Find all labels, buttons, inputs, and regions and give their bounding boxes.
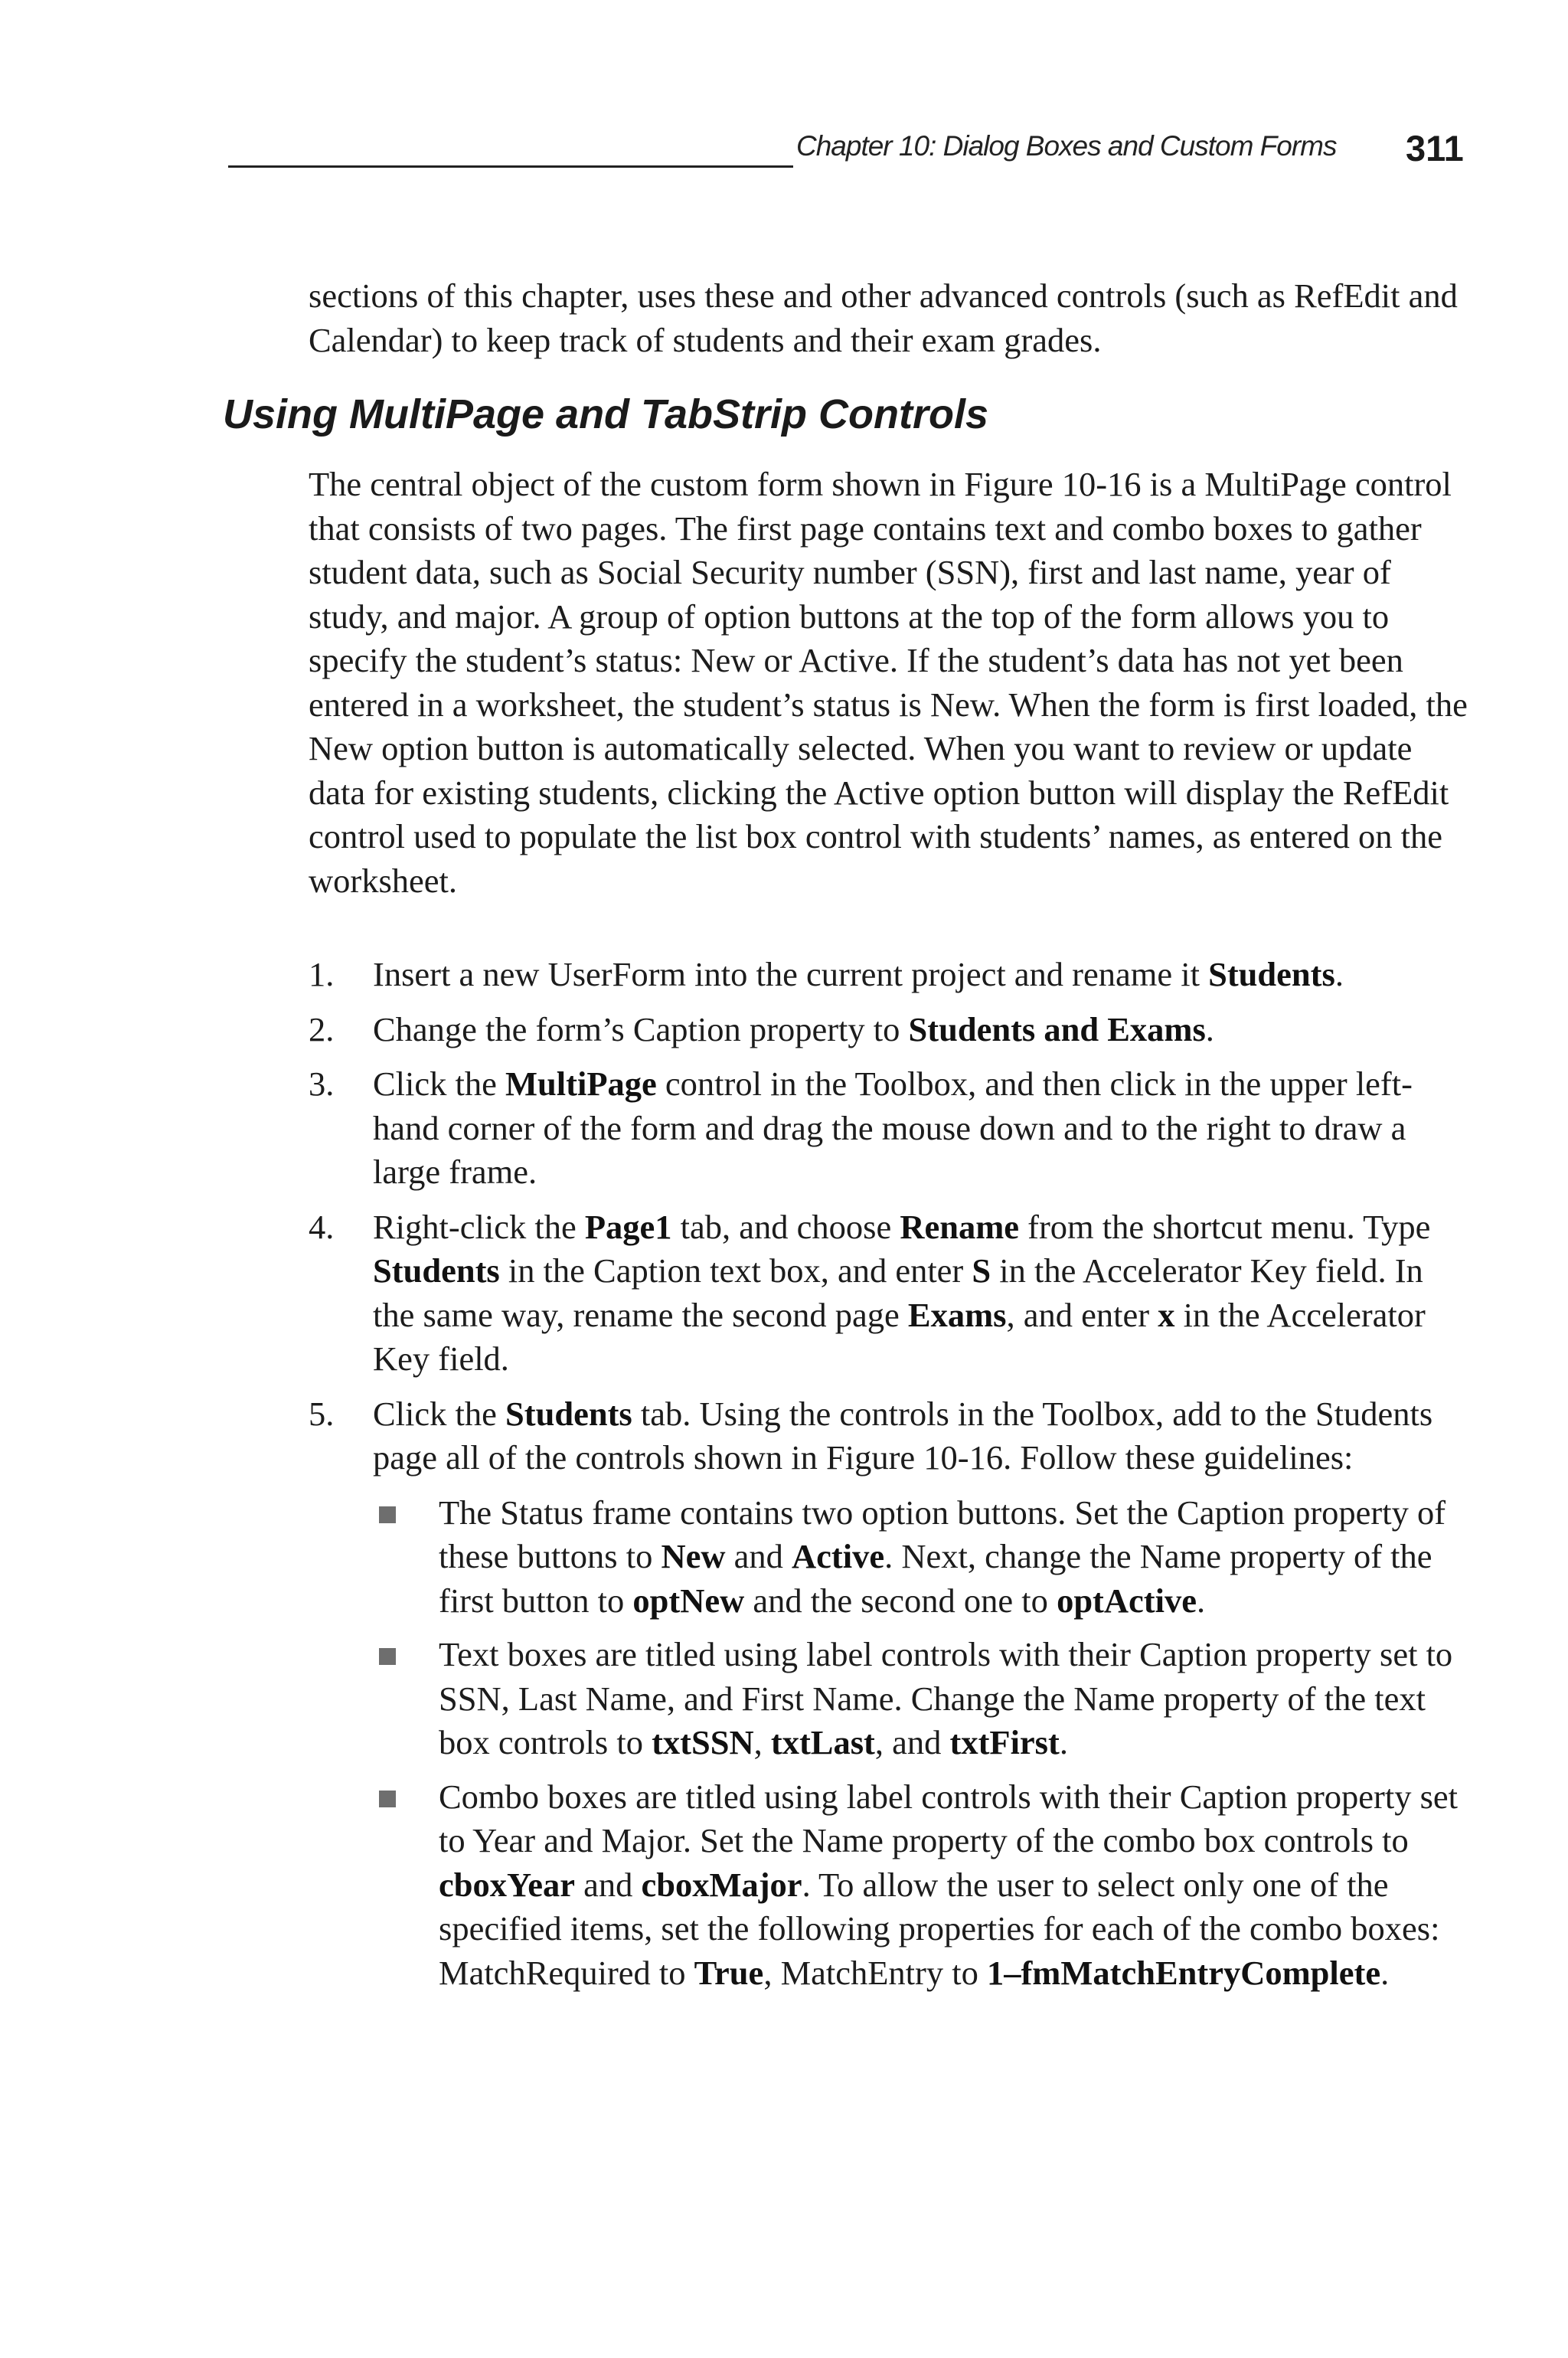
guideline-text: and the second one to (744, 1581, 1057, 1620)
guidelines-list (373, 1491, 1472, 1996)
square-bullet-icon (379, 1506, 396, 1523)
guideline-bold-term: txtLast (770, 1723, 875, 1761)
guideline-item-combo-boxes (373, 1775, 1472, 1996)
guideline-bold-term: 1–fmMatchEntryComplete (986, 1953, 1381, 1992)
guideline-bold-term: cboxYear (439, 1865, 575, 1904)
page-number: 311 (1406, 128, 1464, 168)
step-3 (309, 1062, 1472, 1195)
guideline-text: . To allow the user to select only one of the specified items, set the following properties for each of the combo boxes: MatchRequired to (439, 1865, 1440, 1992)
guideline-text: , and (874, 1723, 950, 1761)
section-paragraph: The central object of the custom form shown in Figure 10-16 is a MultiPage control that consists of two pages. The first page contains text and combo boxes to gather student data, such as Social Security number (SSN), first and last name, year of study, and major. A group of option buttons at the top of the form allows you to specify the student’s status: New or Active. If the student’s data has not yet been entered in a worksheet, the student’s status is New. When the form is first loaded, the New option button is automatically selected. When you want to review or update data for existing students, clicking the Active option button will display the RefEdit control used to populate the list box control with students’ names, as entered on the worksheet. (309, 465, 1468, 900)
step-bold-term: Students (1208, 955, 1335, 993)
step-number: 3. (309, 1065, 335, 1103)
step-number: 1. (309, 955, 335, 993)
section-heading: Using MultiPage and TabStrip Controls (223, 391, 989, 437)
step-text: Right-click the (373, 1207, 585, 1246)
step-text: in the Accelerator Key field. (373, 1295, 1426, 1378)
step-bold-term: Rename (900, 1207, 1020, 1246)
guideline-text: Combo boxes are titled using label controls with their Caption property set to Year and Major. Set the Name property of the combo box controls to (439, 1777, 1459, 1859)
step-text: control in the Toolbox, and then click in the upper left-hand corner of the form and drag the mouse down and to the right to draw a large frame. (373, 1065, 1413, 1191)
guideline-bold-term: True (694, 1953, 764, 1992)
square-bullet-icon (379, 1648, 396, 1665)
step-bold-term: Page1 (584, 1207, 672, 1246)
step-text: from the shortcut menu. Type (1019, 1207, 1431, 1246)
guideline-bold-term: txtSSN (652, 1723, 754, 1761)
step-text: , and enter (1006, 1295, 1158, 1334)
step-bold-term: MultiPage (505, 1065, 657, 1103)
guideline-text: and (725, 1537, 792, 1575)
guideline-text: , (753, 1723, 771, 1761)
guideline-text: . Next, change the Name property of the first button to (439, 1537, 1432, 1620)
guideline-bold-term: New (661, 1537, 726, 1575)
step-text: tab. Using the controls in the Toolbox, add to the Students page all of the controls shown in Figure 10-16. Follow these guidelines: (373, 1394, 1433, 1477)
steps-list (309, 953, 1472, 2006)
step-bold-term: x (1158, 1295, 1175, 1334)
step-bold-term: Students (373, 1251, 500, 1290)
step-text: in the Caption text box, and enter (499, 1251, 972, 1290)
step-text: . (1205, 1009, 1214, 1048)
guideline-bold-term: optNew (632, 1581, 745, 1620)
guideline-text: Text boxes are titled using label controls with their Caption property set to SSN, Last Name, and First Name. Change the Name property of the text box controls to (439, 1635, 1453, 1761)
step-4 (309, 1205, 1472, 1382)
step-number: 5. (309, 1394, 335, 1433)
step-number: 4. (309, 1207, 335, 1246)
step-text: Change the form’s Caption property to (373, 1009, 909, 1048)
guideline-text: . (1059, 1723, 1068, 1761)
step-number: 2. (309, 1009, 335, 1048)
guideline-item-text-boxes (373, 1633, 1472, 1765)
step-text: Click the (373, 1065, 506, 1103)
running-head: Chapter 10: Dialog Boxes and Custom Forms (796, 130, 1337, 162)
guideline-bold-term: cboxMajor (641, 1865, 802, 1904)
step-text: . (1334, 955, 1344, 993)
step-text: in the Accelerator Key field. In the same way, rename the second page (373, 1251, 1423, 1334)
guideline-text: , MatchEntry to (763, 1953, 987, 1992)
guideline-text: and (574, 1865, 642, 1904)
guideline-bold-term: Active (792, 1537, 885, 1575)
step-text: tab, and choose (671, 1207, 900, 1246)
guideline-item-status-frame (373, 1491, 1472, 1624)
guideline-text: The Status frame contains two option buttons. Set the Caption property of these buttons to (439, 1493, 1446, 1575)
square-bullet-icon (379, 1791, 396, 1807)
guideline-bold-term: txtFirst (949, 1723, 1060, 1761)
guideline-bold-term: optActive (1057, 1581, 1197, 1620)
guideline-text: . (1380, 1953, 1390, 1992)
step-bold-term: Exams (907, 1295, 1007, 1334)
step-bold-term: S (972, 1251, 991, 1290)
step-2 (309, 1008, 1472, 1052)
step-1 (309, 953, 1472, 997)
step-bold-term: Students and Exams (908, 1009, 1206, 1048)
guideline-text: . (1196, 1581, 1206, 1620)
step-bold-term: Students (505, 1394, 632, 1433)
header-rule (228, 165, 793, 168)
intro-paragraph: sections of this chapter, uses these and other advanced controls (such as RefEdit and Calendar) to keep track of students and their exam grades. (309, 276, 1458, 359)
step-text: Insert a new UserForm into the current project and rename it (373, 955, 1209, 993)
step-text: Click the (373, 1394, 506, 1433)
step-5 (309, 1392, 1472, 1996)
